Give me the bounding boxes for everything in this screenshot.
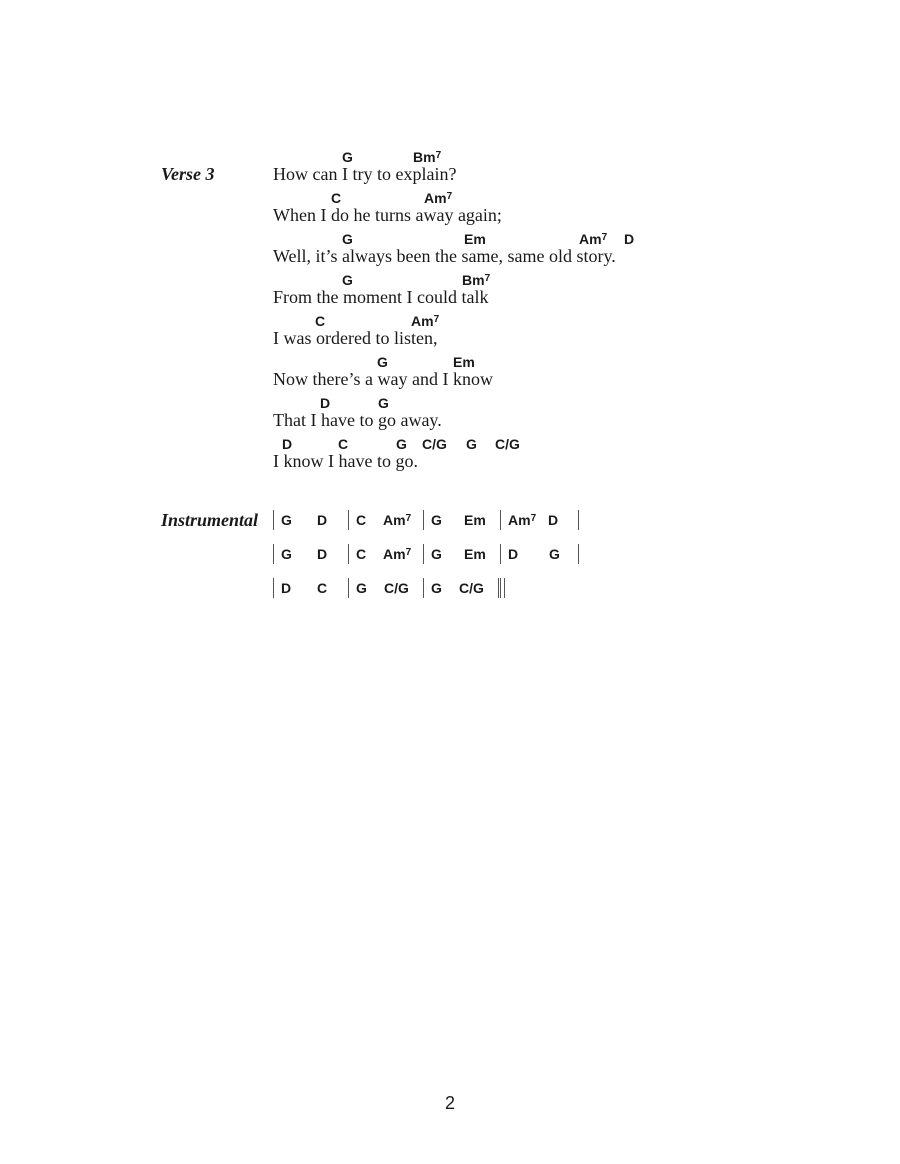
instrumental-chord (281, 546, 292, 562)
lyric-line: I was ordered to listen, (273, 328, 438, 348)
bar-line (348, 578, 349, 598)
chord-symbol (315, 313, 325, 329)
chord-symbol (378, 395, 389, 411)
instrumental-chord (356, 546, 366, 562)
chord-symbol (331, 190, 341, 206)
chord-root: Em (453, 354, 475, 370)
instrumental-chord (317, 580, 327, 596)
chord-root: C/G (384, 580, 409, 596)
chord-root: C/G (422, 436, 447, 452)
bar-line (423, 578, 424, 598)
chord-symbol (320, 395, 330, 411)
instrumental-chord (383, 512, 411, 528)
lyric-line: Now there’s a way and I know (273, 369, 493, 389)
chord-root: G (377, 354, 388, 370)
instrumental-chord (317, 546, 327, 562)
bar-line (423, 510, 424, 530)
instrumental-chord (549, 546, 560, 562)
chord-symbol (282, 436, 292, 452)
chord-root: D (282, 436, 293, 452)
lyric-line: That I have to go away. (273, 410, 442, 430)
chord-root: Am (411, 313, 434, 329)
chord-extension: 7 (435, 150, 442, 161)
chord-root: C (317, 580, 328, 596)
chord-root: Bm (462, 272, 485, 288)
chord-symbol (342, 231, 353, 247)
bar-line (500, 510, 501, 530)
chord-root: D (317, 512, 328, 528)
chord-symbol (422, 436, 447, 452)
instrumental-chord (384, 580, 409, 596)
instrumental-chord (508, 546, 518, 562)
chord-root: C/G (495, 436, 520, 452)
chord-root: G (396, 436, 407, 452)
instrumental-chord (383, 546, 411, 562)
chord-extension: 7 (405, 513, 412, 524)
chord-root: G (466, 436, 477, 452)
chord-root: Am (383, 546, 406, 562)
bar-line (273, 578, 274, 598)
instrumental-chord (459, 580, 484, 596)
instrumental-chord (464, 546, 486, 562)
instrumental-chord (281, 512, 292, 528)
chord-root: G (431, 546, 442, 562)
chord-root: C (338, 436, 349, 452)
bar-line (273, 544, 274, 564)
chord-symbol (338, 436, 348, 452)
chord-symbol (453, 354, 475, 370)
chord-symbol (342, 149, 353, 165)
chord-root: G (281, 512, 292, 528)
chord-root: D (508, 546, 519, 562)
chord-root: Em (464, 231, 486, 247)
chord-root: D (281, 580, 292, 596)
page-number: 2 (444, 1093, 455, 1113)
chord-root: Am (383, 512, 406, 528)
chord-root: C (331, 190, 342, 206)
chord-root: D (624, 231, 635, 247)
bar-line (423, 544, 424, 564)
instrumental-chord (317, 512, 327, 528)
chord-root: G (378, 395, 389, 411)
chord-extension: 7 (601, 232, 608, 243)
chord-root: G (549, 546, 560, 562)
chord-symbol (396, 436, 407, 452)
chord-root: Am (424, 190, 447, 206)
chord-root: G (342, 231, 353, 247)
chord-root: Am (508, 512, 531, 528)
instrumental-chord (356, 512, 366, 528)
chord-symbol (342, 272, 353, 288)
lyric-line: How can I try to explain? (273, 164, 457, 184)
lyric-line: When I do he turns away again; (273, 205, 502, 225)
chord-root: Em (464, 512, 486, 528)
chord-root: Em (464, 546, 486, 562)
chord-root: C (315, 313, 326, 329)
instrumental-chord (431, 580, 442, 596)
chord-root: C (356, 512, 367, 528)
bar-line (500, 544, 501, 564)
chord-extension: 7 (446, 191, 453, 202)
chord-root: G (342, 272, 353, 288)
instrumental-chord (356, 580, 367, 596)
chord-symbol (579, 231, 607, 247)
instrumental-chord (548, 512, 558, 528)
chord-root: C (356, 546, 367, 562)
instrumental-chord (281, 580, 291, 596)
chord-symbol (424, 190, 452, 206)
chord-root: D (320, 395, 331, 411)
chord-extension: 7 (530, 513, 537, 524)
instrumental-chord (431, 512, 442, 528)
chord-symbol (413, 149, 441, 165)
bar-line (578, 544, 579, 564)
chord-root: D (548, 512, 559, 528)
bar-line (348, 510, 349, 530)
chord-root: Am (579, 231, 602, 247)
lyric-line: From the moment I could talk (273, 287, 489, 307)
final-barline (498, 578, 505, 598)
chord-symbol (624, 231, 634, 247)
chord-extension: 7 (484, 273, 491, 284)
chord-symbol (495, 436, 520, 452)
chord-extension: 7 (433, 314, 440, 325)
chord-root: G (431, 580, 442, 596)
chord-symbol (462, 272, 490, 288)
chord-root: C/G (459, 580, 484, 596)
chord-root: G (281, 546, 292, 562)
chord-symbol (466, 436, 477, 452)
chord-symbol (377, 354, 388, 370)
instrumental-label: Instrumental (161, 510, 259, 530)
chord-extension: 7 (405, 547, 412, 558)
lyric-line: I know I have to go. (273, 451, 418, 471)
instrumental-chord (508, 512, 536, 528)
chord-symbol (464, 231, 486, 247)
verse-label: Verse 3 (161, 164, 215, 184)
bar-line (348, 544, 349, 564)
chord-root: G (356, 580, 367, 596)
chord-root: Bm (413, 149, 436, 165)
instrumental-chord (464, 512, 486, 528)
instrumental-chord (431, 546, 442, 562)
chord-root: G (342, 149, 353, 165)
lyric-line: Well, it’s always been the same, same old story. (273, 246, 616, 266)
chord-root: D (317, 546, 328, 562)
bar-line (273, 510, 274, 530)
bar-line (578, 510, 579, 530)
chord-root: G (431, 512, 442, 528)
chord-symbol (411, 313, 439, 329)
